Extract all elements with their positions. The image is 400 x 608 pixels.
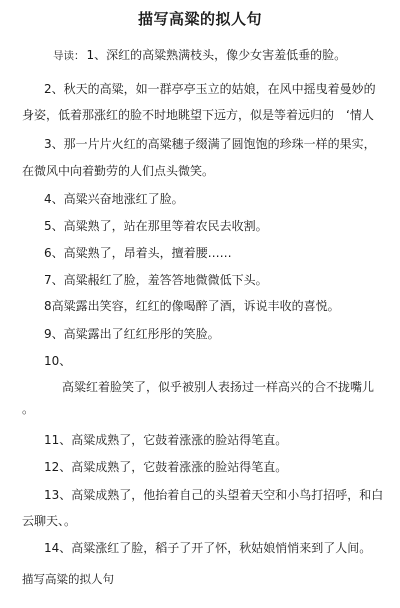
sentence-text: 1、深红的高粱熟满枝头，像少女害羞低垂的脸。	[86, 48, 347, 62]
text-line-11: 9、高粱露出了红红彤彤的笑脸。	[44, 327, 220, 341]
text-line-2: 2、秋天的高粱，如一群亭亭玉立的姑娘，在风中摇曳着曼妙的	[44, 82, 376, 96]
text-line-7: 5、高粱熟了，站在那里等着农民去收割。	[44, 219, 268, 233]
text-line-14: 。	[22, 402, 35, 416]
text-line-6: 4、高粱兴奋地涨红了脸。	[44, 192, 184, 206]
text-line-13: 高粱红着脸笑了，似乎被别人表扬过一样高兴的合不拢嘴儿	[62, 380, 375, 394]
text-line-19: 14、高粱涨红了脸，稻子了开了怀，秋姑娘悄悄来到了人间。	[44, 541, 372, 555]
text-line-15: 11、高粱成熟了，它鼓着涨涨的脸站得笔直。	[44, 433, 288, 447]
document-title: 描写高粱的拟人句	[137, 10, 262, 28]
text-line-4: 3、那一片片火红的高粱穗子缀满了圆饱饱的珍珠一样的果实，	[44, 137, 376, 151]
text-line-17: 13、高粱成熟了，他抬着自己的头望着天空和小鸟打招呼，和白	[44, 488, 384, 502]
footer-caption: 描写高粱的拟人句	[22, 572, 114, 586]
text-line-18: 云聊天、。	[22, 514, 77, 528]
lead-label: 导读：	[53, 50, 85, 62]
text-line-12: 10、	[44, 354, 72, 368]
text-line-9: 7、高粱赧红了脸，羞答答地微微低下头。	[44, 273, 268, 287]
text-line-5: 在微风中向着勤劳的人们点头微笑。	[22, 164, 215, 178]
text-line-3: 身姿，低着那涨红的脸不时地眺望下远方，似是等着远归的 ‘情人	[22, 108, 374, 122]
text-line-10: 8高粱露出笑容，红红的像喝醉了酒，诉说丰收的喜悦。	[44, 299, 340, 313]
text-line-1	[53, 47, 346, 64]
text-line-16: 12、高粱成熟了，它鼓着涨涨的脸站得笔直。	[44, 460, 288, 474]
text-line-8: 6、高粱熟了，昂着头，擅着腰……	[44, 246, 232, 260]
